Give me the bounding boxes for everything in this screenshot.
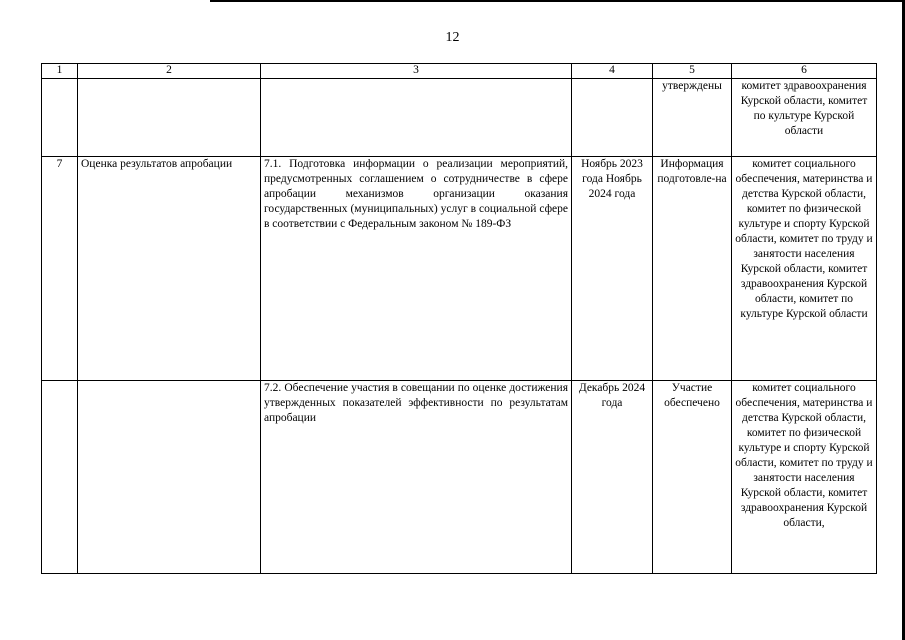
row-number-cell	[42, 79, 78, 157]
plan-table	[41, 63, 877, 574]
result-cell: утверждены	[653, 79, 732, 157]
table-row	[42, 79, 877, 157]
column-number-3: 3	[261, 64, 572, 79]
activity-cell: 7.2. Обеспечение участия в совещании по оценке достижения утвержденных показателей эффективности по результатам апробации	[261, 381, 572, 574]
result-cell: Информация подготовле-на	[653, 157, 732, 381]
table-row	[42, 381, 877, 574]
activity-cell: 7.1. Подготовка информации о реализации мероприятий, предусмотренных соглашением о сотрудничестве в сфере апробации механизмов организации оказания государственных (муниципальных) услуг в социальной сфере в соответствии с Федеральным законом № 189-ФЗ	[261, 157, 572, 381]
column-number-row	[42, 64, 877, 79]
row-number-cell	[42, 381, 78, 574]
column-number-6: 6	[732, 64, 877, 79]
scan-edge-top	[210, 0, 905, 2]
table-row	[42, 157, 877, 381]
stage-cell	[78, 381, 261, 574]
row-number-cell: 7	[42, 157, 78, 381]
responsible-cell: комитет социального обеспечения, материнства и детства Курской области, комитет по физической культуре и спорту Курской области, комитет по труду и занятости населения Курской области, комитет здравоохранения Курской области, комитет по культуре Курской области	[732, 157, 877, 381]
activity-cell	[261, 79, 572, 157]
responsible-cell: комитет социального обеспечения, материнства и детства Курской области, комитет по физической культуре и спорту Курской области, комитет по труду и занятости населения Курской области, комитет здравоохранения Курской области,	[732, 381, 877, 574]
responsible-cell: комитет здравоохранения Курской области, комитет по культуре Курской области	[732, 79, 877, 157]
page-number: 12	[445, 30, 460, 45]
term-cell: Ноябрь 2023 года Ноябрь 2024 года	[572, 157, 653, 381]
term-cell: Декабрь 2024 года	[572, 381, 653, 574]
column-number-5: 5	[653, 64, 732, 79]
column-number-4: 4	[572, 64, 653, 79]
stage-cell: Оценка результатов апробации	[78, 157, 261, 381]
stage-cell	[78, 79, 261, 157]
column-number-1: 1	[42, 64, 78, 79]
result-cell: Участие обеспечено	[653, 381, 732, 574]
column-number-2: 2	[78, 64, 261, 79]
term-cell	[572, 79, 653, 157]
